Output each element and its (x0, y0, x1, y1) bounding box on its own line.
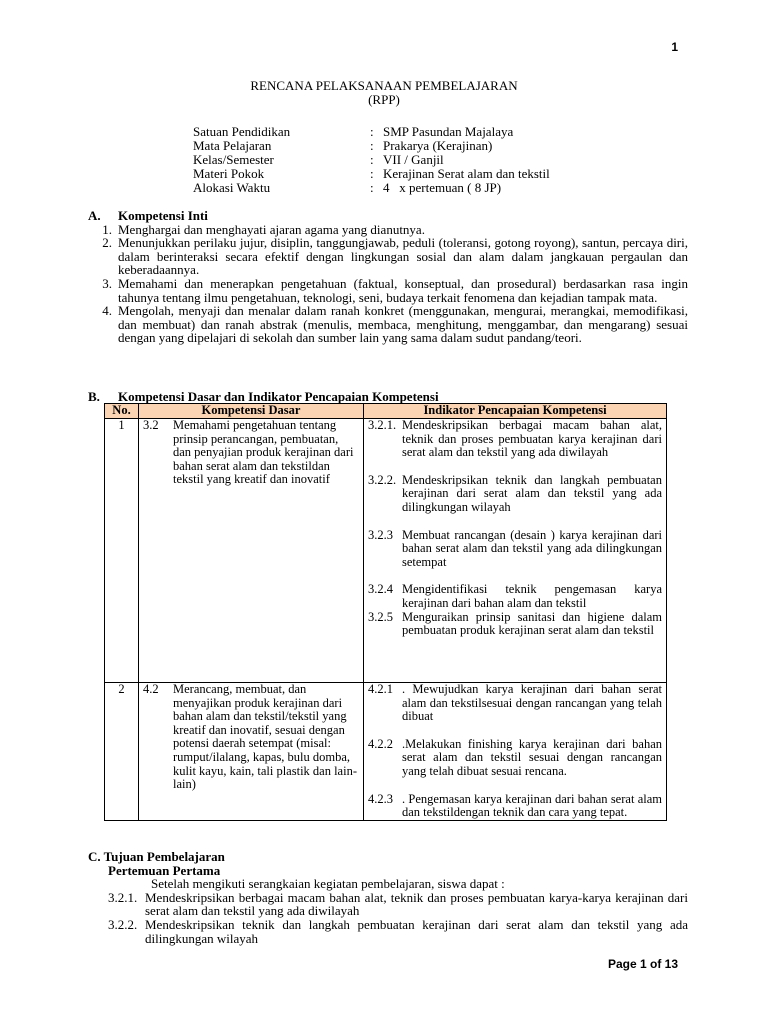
row-number: 2 (105, 683, 139, 821)
indicator-text: Mengidentifikasi teknik pengemasan karya kerajinan dari bahan alam dan tekstil (402, 582, 662, 610)
identity-colon: : (370, 124, 374, 139)
indikator-cell (364, 683, 667, 821)
list-item (88, 277, 688, 304)
identity-row (193, 153, 550, 167)
list-text: Mendeskripsikan teknik dan langkah pembuatan kerajinan dari serat alam dan tekstil yang ada dilingkungan wilayah (145, 916, 688, 946)
indicator-item (368, 738, 662, 779)
indicator-number: 3.2.3 (368, 527, 393, 542)
kompetensi-dasar-cell (139, 419, 364, 683)
list-number: 1. (102, 221, 112, 237)
identity-value: 4 x pertemuan ( 8 JP) (383, 180, 502, 195)
indicator-number: 3.2.1. (368, 418, 397, 432)
list-number: 3.2.1. (108, 889, 138, 905)
kd-number: 4.2 (143, 682, 159, 696)
indicator-item (368, 683, 662, 724)
indicator-text: .Melakukan finishing karya kerajinan dari bahan serat alam dan tekstil sesuai dengan rancangan yang telah dibuat sesuai rencana. (402, 736, 662, 778)
indicator-text: Menguraikan prinsip sanitasi dan higiene dalam pembuatan produk kerajinan serat alam dan tekstil (402, 609, 662, 638)
list-number: 4. (102, 303, 112, 319)
list-number: 2. (102, 235, 112, 251)
list-text: Memahami dan menerapkan pengetahuan (faktual, konseptual, dan prosedural) berdasarkan rasa ingin tahunya tentang ilmu pengetahuan, teknologi, seni, budaya terkait fenomena dan kejadian tampak mata. (118, 275, 688, 305)
identity-row (193, 139, 550, 153)
identity-colon: : (370, 166, 374, 181)
indicator-text: Mendeskripsikan berbagai macam bahan alat, teknik dan proses pembuatan karya kerajinan dari serat alam dan tekstil yang ada diwilayah (402, 418, 662, 460)
section-title: Kompetensi Inti (118, 208, 208, 223)
kompetensi-dasar-cell (139, 683, 364, 821)
identity-row (193, 125, 550, 139)
ki-list (88, 223, 688, 345)
section-title: Kompetensi Dasar dan Indikator Pencapaian Kompetensi (118, 389, 439, 404)
identity-label: Mata Pelajaran (193, 138, 272, 153)
identity-colon: : (370, 180, 374, 195)
indicator-number: 3.2.4 (368, 582, 393, 597)
table-header-row (105, 404, 667, 419)
identity-block (193, 125, 550, 195)
intro-text: Setelah mengikuti serangkaian kegiatan pembelajaran, siswa dapat : (151, 876, 505, 892)
identity-value: SMP Pasundan Majalaya (383, 124, 514, 139)
section-kompetensi-inti (88, 209, 688, 345)
indicator-text: Mendeskripsikan teknik dan langkah pembuatan kerajinan dari serat alam dan tekstil yang ada dilingkungan wilayah (402, 472, 662, 514)
title-line-2: (RPP) (368, 92, 400, 107)
indicator-text: Membuat rancangan (desain ) karya kerajinan dari bahan serat alam dan tekstil yang ada dilingkungan setempat (402, 527, 662, 569)
table-row (105, 683, 667, 821)
indicator-item (368, 529, 662, 570)
section-a-heading (88, 209, 688, 223)
list-text: Menghargai dan menghayati ajaran agama yang dianutnya. (118, 221, 425, 237)
section-letter: A. (88, 208, 101, 223)
indicator-item (368, 474, 662, 515)
table-row (105, 419, 667, 683)
kd-text: Memahami pengetahuan tentang prinsip perancangan, pembuatan, dan penyajian produk kerajinan dari bahan serat alam dan tekstildan tekstil yang kreatif dan inovatif (173, 418, 354, 487)
indicator-item (368, 419, 662, 460)
indicator-item (368, 583, 662, 610)
identity-row (193, 181, 550, 195)
section-c-heading: C. Tujuan Pembelajaran (88, 849, 225, 864)
list-item (88, 223, 688, 237)
indicator-text: . Pengemasan karya kerajinan dari bahan serat alam dan tekstildengan teknik dan cara yang tepat. (402, 791, 662, 820)
indicator-item (368, 611, 662, 638)
list-text: Menunjukkan perilaku jujur, disiplin, tanggungjawab, peduli (toleransi, gotong royong), santun, percaya diri, dalam berinteraksi secara efektif dengan lingkungan sosial dan alam dalam jangkauan pergaulan dan keberadaannya. (118, 235, 688, 278)
indicator-number: 3.2.5 (368, 609, 393, 624)
identity-label: Satuan Pendidikan (193, 124, 291, 139)
indicator-text: . Mewujudkan karya kerajinan dari bahan serat alam dan tekstilsesuai dengan rancangan yang telah dibuat (402, 682, 662, 724)
section-letter: B. (88, 389, 100, 404)
page-number-top: 1 (671, 40, 678, 54)
identity-colon: : (370, 138, 374, 153)
list-item (88, 918, 688, 945)
identity-label: Alokasi Waktu (193, 180, 271, 195)
identity-row (193, 167, 550, 181)
list-item (88, 891, 688, 918)
title-line-1: RENCANA PELAKSANAAN PEMBELAJARAN (250, 78, 518, 93)
identity-colon: : (370, 152, 374, 167)
indicator-number: 3.2.2. (368, 472, 397, 487)
list-number: 3. (102, 275, 112, 291)
indicator-number: 4.2.3 (368, 791, 393, 806)
indicator-number: 4.2.1 (368, 682, 393, 696)
identity-value: VII / Ganjil (383, 152, 444, 167)
list-item (88, 304, 688, 345)
indicator-number: 4.2.2 (368, 736, 393, 751)
list-text: Mengolah, menyaji dan menalar dalam ranah konkret (menggunakan, mengurai, merangkai, memodifikasi, dan membuat) dan ranah abstrak (menulis, membaca, menghitung, menggambar, dan mengarang) sesuai dengan yang dipelajari di sekolah dan sumber lain yang sama dalam sudut pandang/teori. (118, 303, 688, 346)
col-header-indikator: Indikator Pencapaian Kompetensi (364, 404, 667, 419)
list-item (88, 236, 688, 277)
list-number: 3.2.2. (108, 916, 138, 932)
page-footer: Page 1 of 13 (607, 957, 678, 971)
section-tujuan-pembelajaran (88, 850, 688, 945)
identity-value: Prakarya (Kerajinan) (383, 138, 493, 153)
indicator-item (368, 793, 662, 820)
kd-number: 3.2 (143, 418, 159, 432)
col-header-no: No. (105, 404, 139, 419)
kompetensi-table (104, 403, 667, 821)
document-title (0, 79, 768, 107)
meeting-subheading: Pertemuan Pertama (108, 862, 221, 878)
kd-text: Merancang, membuat, dan menyajikan produk kerajinan dari bahan alam dan tekstil/tekstil yang kreatif dan inovatif, sesuai dengan potensi daerah setempat (misal: rumput/ilalang, kapas, bulu domba, kulit kayu, kain, tali plastik dan lain-lain) (173, 682, 357, 792)
identity-label: Kelas/Semester (193, 152, 274, 167)
row-number: 1 (105, 419, 139, 683)
list-text: Mendeskripsikan berbagai macam bahan alat, teknik dan proses pembuatan karya-karya kerajinan dari serat alam dan tekstil yang ada diwilayah (145, 889, 688, 919)
identity-value: Kerajinan Serat alam dan tekstil (383, 166, 550, 181)
indikator-cell (364, 419, 667, 683)
col-header-kompetensi-dasar: Kompetensi Dasar (139, 404, 364, 419)
identity-label: Materi Pokok (193, 166, 265, 181)
